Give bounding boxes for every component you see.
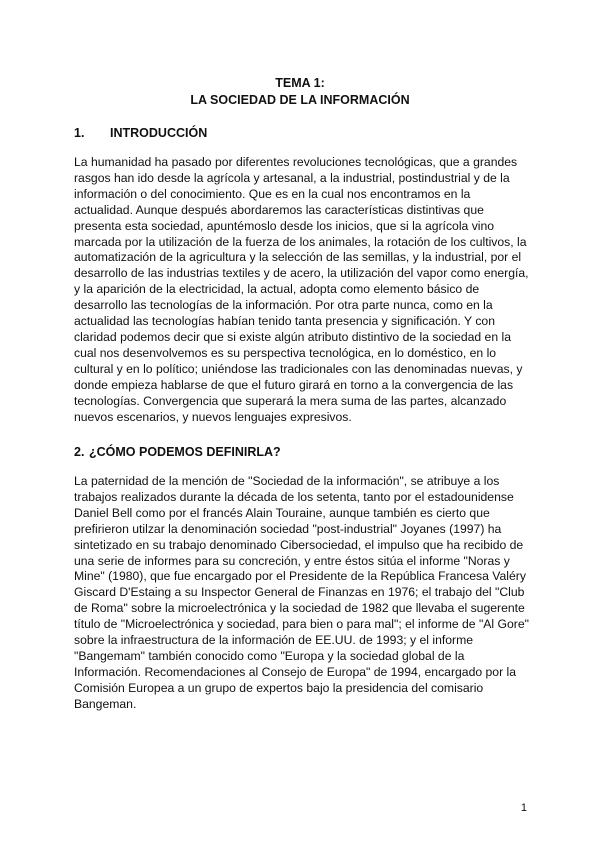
document-title-line-2: LA SOCIEDAD DE LA INFORMACIÓN xyxy=(190,93,410,107)
paragraph-line: y la aparición de la electricidad, la actual, adopta como elemento básico de xyxy=(74,282,480,297)
paragraph-line: información o del conocimiento. Que es en la cual nos encontramos en la xyxy=(74,186,471,201)
paragraph-line: desarrollo de las industrias textiles y de acero, la utilización del vapor como energía, xyxy=(74,266,529,281)
section-1-number: 1. xyxy=(74,126,85,140)
paragraph-line: cual nos desenvolvemos es su perspectiva tecnológica, en lo doméstico, en lo xyxy=(74,345,497,360)
paragraph-line: cultural y en lo político; uniéndose las tradicionales con las denominadas nuevas, y xyxy=(74,361,523,376)
paragraph-line: nuevos escenarios, y nuevos lenguajes expresivos. xyxy=(74,409,352,424)
paragraph-line: presenta esta sociedad, apuntémoslo desde los inicios, que si la agrícola vino xyxy=(74,218,495,233)
section-1-paragraph xyxy=(74,155,534,425)
paragraph-line: de Roma" sobre la microelectrónica y la sociedad de 1982 que llevaba el sugerente xyxy=(74,601,525,616)
paragraph-line: tecnologías. Convergencia que superará la mera suma de las partes, alcanzado xyxy=(74,393,507,408)
paragraph-line: una serie de informes para su concreción, y entre éstos sitúa el informe "Noras y xyxy=(74,553,510,568)
paragraph-line: marcada por la utilización de la fuerza de los animales, la rotación de los cultivos, la xyxy=(74,234,527,249)
paragraph-line: donde empieza hablarse de que el futuro girará en torno a la convergencia de las xyxy=(74,377,514,392)
paragraph-line: actualidad. Aunque después abordaremos las características distintivas que xyxy=(74,202,484,217)
paragraph-line: Daniel Bell como por el francés Alain Touraine, aunque también es cierto que xyxy=(74,505,490,520)
document-title-line-1: TEMA 1: xyxy=(275,76,325,90)
paragraph-line: sintetizado en su trabajo denominado Cibersociedad, el impulso que ha recibido de xyxy=(74,537,524,552)
paragraph-line: La paternidad de la mención de "Sociedad de la información", se atribuye a los xyxy=(74,474,500,488)
page-number: 1 xyxy=(520,802,527,814)
paragraph-line: actualidad las tecnologías habían tenido tanta presencia y significación. Y con xyxy=(74,314,495,329)
paragraph-line: claridad podemos decir que si existe algún atributo distintivo de la sociedad en la xyxy=(74,329,511,344)
paragraph-line: La humanidad ha pasado por diferentes revoluciones tecnológicas, que a grandes xyxy=(74,155,518,169)
section-2-heading xyxy=(74,444,281,461)
paragraph-line: Información. Recomendaciones al Consejo de Europa" de 1994, encargado por la xyxy=(74,664,517,679)
paragraph-line: automatización de la agricultura y la selección de las semillas, y la industrial, por el xyxy=(74,250,522,265)
section-2-number: 2. xyxy=(74,445,85,459)
paragraph-line: sobre la infraestructura de la información de EE.UU. de 1993; y el informe xyxy=(74,633,474,648)
paragraph-line: Mine" (1980), que fue encargado por el Presidente de la República Francesa Valéry xyxy=(74,569,526,584)
paragraph-line: rasgos han ido desde la agrícola y artesanal, a la industrial, postindustrial y de la xyxy=(74,170,510,185)
paragraph-line: "Bangemam" también conocido como "Europa y la sociedad global de la xyxy=(74,648,465,663)
paragraph-line: prefirieron utilzar la denominación sociedad "post-industrial" Joyanes (1997) ha xyxy=(74,521,502,536)
paragraph-line: Giscard D'Estaing a su Inspector General de Finanzas en 1976; el trabajo del "Club xyxy=(74,585,525,600)
paragraph-line: desarrollo las tecnologías de la información. Por otra parte nunca, como en la xyxy=(74,298,493,313)
section-2-paragraph xyxy=(74,474,534,713)
paragraph-line: título de "Microelectrónica y sociedad, para bien o para mal"; el informe de "Al Gore" xyxy=(74,617,529,632)
paragraph-line: Comisión Europea a un grupo de expertos bajo la presidencia del comisario xyxy=(74,680,484,695)
section-1-title: INTRODUCCIÓN xyxy=(110,126,208,140)
section-2-title: ¿CÓMO PODEMOS DEFINIRLA? xyxy=(89,445,281,459)
paragraph-line: trabajos realizados durante la década de los setenta, tanto por el estadounidense xyxy=(74,489,514,504)
section-1-heading xyxy=(74,125,207,142)
paragraph-line: Bangeman. xyxy=(74,696,137,711)
